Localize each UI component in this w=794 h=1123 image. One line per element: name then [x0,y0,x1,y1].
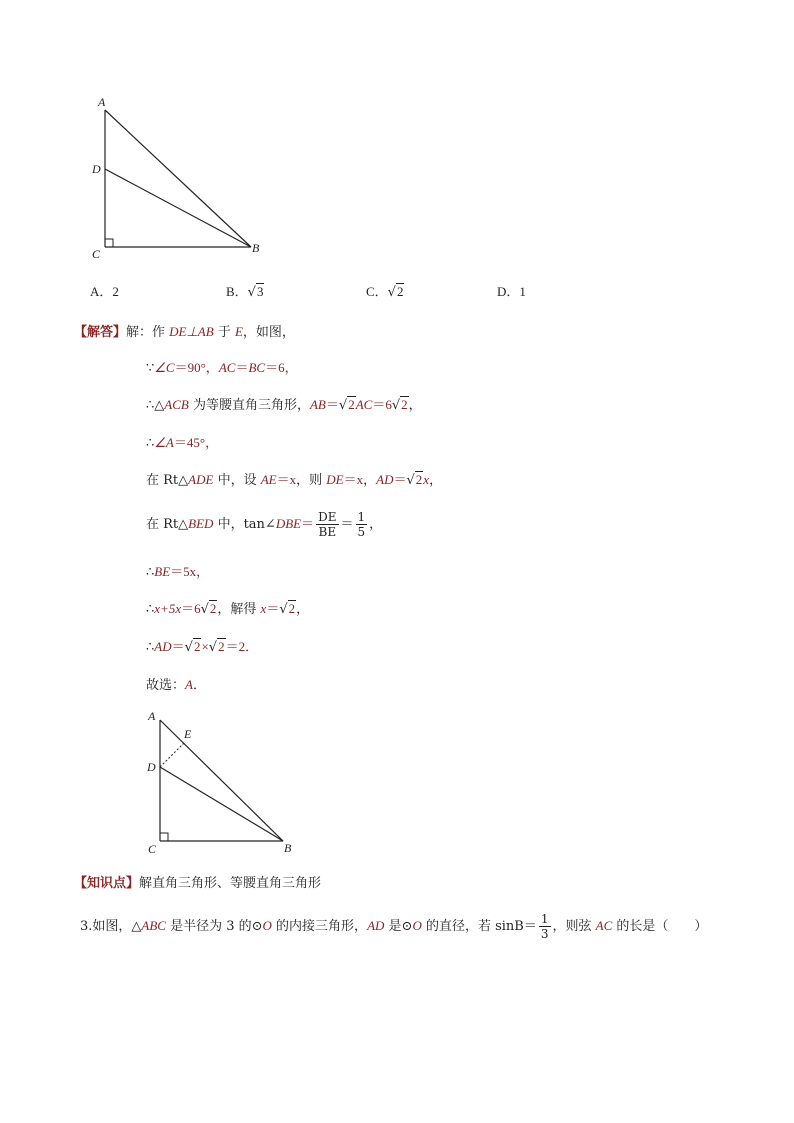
fraction-1-3 [539,912,551,941]
text: ，解得 [217,602,261,617]
therefore-symbol: ∴ [146,565,155,580]
numerator: DE [318,510,337,524]
option-d: D．1 [497,284,526,299]
intro-text-2: 于 [213,325,235,340]
var-ac: AC [595,918,613,933]
text: ＝6 [372,397,392,412]
right-angle-mark [160,833,168,841]
text: ， [296,602,310,617]
text: ＝5x， [170,564,210,579]
text: ，则 [296,473,327,488]
denominator: 3 [540,927,549,941]
option-a: A．2 [90,284,119,299]
knowledge-tag: 【知识点】 [74,876,140,891]
text: 故选： [146,678,186,693]
option-b: B．√3 [226,284,264,300]
therefore-symbol: ∴ [146,640,155,655]
var-abc: ABC [141,918,166,933]
fraction-1-5 [356,510,368,539]
solution-line-5 [146,508,382,541]
numerator: 1 [540,912,549,926]
text: ＝x [276,472,297,487]
text: ＝ [340,517,354,532]
angle-c: ∠C [154,360,175,375]
therefore-symbol: ∴ [146,602,155,617]
segment-ab [105,110,251,247]
solution-line-4: 在 Rt△ADE 中，设 AE＝x，则 DE＝x，AD＝√2x， [146,472,443,488]
label-b: B [252,241,260,255]
radicand: 2 [288,601,296,616]
segment-ab [160,720,283,841]
text: ， [408,398,422,413]
var-x: x [423,472,430,487]
text: ＝ [171,639,185,654]
text: ＝x [343,472,364,487]
text: 3.如图，△ [80,919,142,934]
option-c-prefix: C． [366,284,388,299]
fraction-de-be [316,510,338,539]
text: 为等腰直角三角形， [188,398,310,413]
question-3 [80,912,707,941]
option-c: C．√2 [366,284,404,300]
var-acb: ACB [164,397,189,412]
var-x: x [260,601,267,616]
text: × [201,639,209,654]
text: ＝90°， [174,360,219,375]
text: ，则弦 [552,919,596,934]
var-ad: AD [367,918,385,933]
option-b-radicand: 3 [256,284,264,299]
text: ， [369,517,383,532]
because-symbol: ∵ [146,361,155,376]
figure-1-triangle [80,90,280,265]
option-b-prefix: B． [226,284,248,299]
var-be: BE [154,564,171,579]
radicand: 2 [218,639,225,654]
text: ＝2． [225,639,259,654]
text: 在 Rt△ [146,473,189,488]
solution-line-9 [146,675,206,696]
radicand: 2 [193,639,201,654]
text: ＝6， [265,360,298,375]
var-ac: AC [218,360,236,375]
angle-a: ∠A [154,435,174,450]
segment-db [105,169,251,247]
figure-2-triangle [140,705,310,860]
label-c: C [92,247,101,261]
text: ＝6 [181,601,201,616]
text: ＝ [301,516,315,531]
var-ae: AE [260,472,277,487]
label-e: E [184,727,192,741]
intro-e: E [234,324,243,339]
radicand: 2 [401,397,408,412]
var-dbe: DBE [275,516,302,531]
numerator: 1 [357,510,366,524]
text: 的直径，若 sinB＝ [421,919,537,934]
text: ＝ [235,360,249,375]
denominator: 5 [357,525,366,539]
var-bc: BC [248,360,266,375]
var-ac: AC [355,397,373,412]
answer: A [185,677,193,692]
var-ab: AB [309,397,326,412]
text: 在 Rt△ [146,517,189,532]
solution-line-1 [146,358,298,379]
text: ＝ [393,472,407,487]
intro-de-perp-ab: DE⊥AB [169,324,214,339]
radicand: 2 [209,601,217,616]
solution-intro [74,321,295,340]
text: 是⊙ [384,919,413,934]
radicand: 2 [415,472,423,487]
intro-text: 解：作 [126,325,170,340]
label-c: C [148,842,157,856]
label-a: A [98,95,106,109]
text: ＝ [325,397,339,412]
knowledge-point [74,872,321,891]
label-d: D [92,162,101,176]
label-a: A [148,709,156,723]
therefore-symbol: ∴ [146,436,155,451]
solution-line-6 [146,562,209,583]
expr: x+5x [154,601,182,616]
option-c-radicand: 2 [396,284,404,299]
radicand: 2 [348,397,355,412]
text: ， [429,473,443,488]
var-o: O [262,918,272,933]
var-ad: AD [154,639,172,654]
knowledge-text: 解直角三角形、等腰直角三角形 [139,876,322,891]
segment-db [160,767,283,841]
solution-line-3 [146,433,218,454]
solution-line-2: ∴△ACB 为等腰直角三角形，AB＝√2AC＝6√2， [146,397,422,413]
label-d: D [147,760,156,774]
text: 是半径为 3 的⊙ [165,919,263,934]
text: ， [363,473,377,488]
solution-line-8: ∴AD＝√2×√2＝2． [146,639,259,655]
text: 的长是（ ） [612,919,708,934]
text: ＝45°， [173,435,219,450]
var-ade: ADE [188,472,214,487]
therefore-symbol: ∴△ [146,398,165,413]
solution-line-7: ∴x+5x＝6√2，解得 x＝√2， [146,601,310,617]
var-bed: BED [188,516,214,531]
var-ad: AD [376,472,394,487]
solution-tag: 【解答】 [74,325,127,340]
text: ＝ [266,601,280,616]
text: ． [192,678,206,693]
segment-de-dotted [160,743,184,767]
text: 中，tan∠ [213,517,276,532]
text: 中，设 [213,473,261,488]
label-b: B [284,841,292,855]
intro-text-3: ，如图， [242,325,295,340]
denominator: BE [318,525,337,539]
right-angle-mark [105,239,113,247]
text: 的内接三角形， [271,919,368,934]
var-de: DE [326,472,344,487]
var-o: O [412,918,422,933]
